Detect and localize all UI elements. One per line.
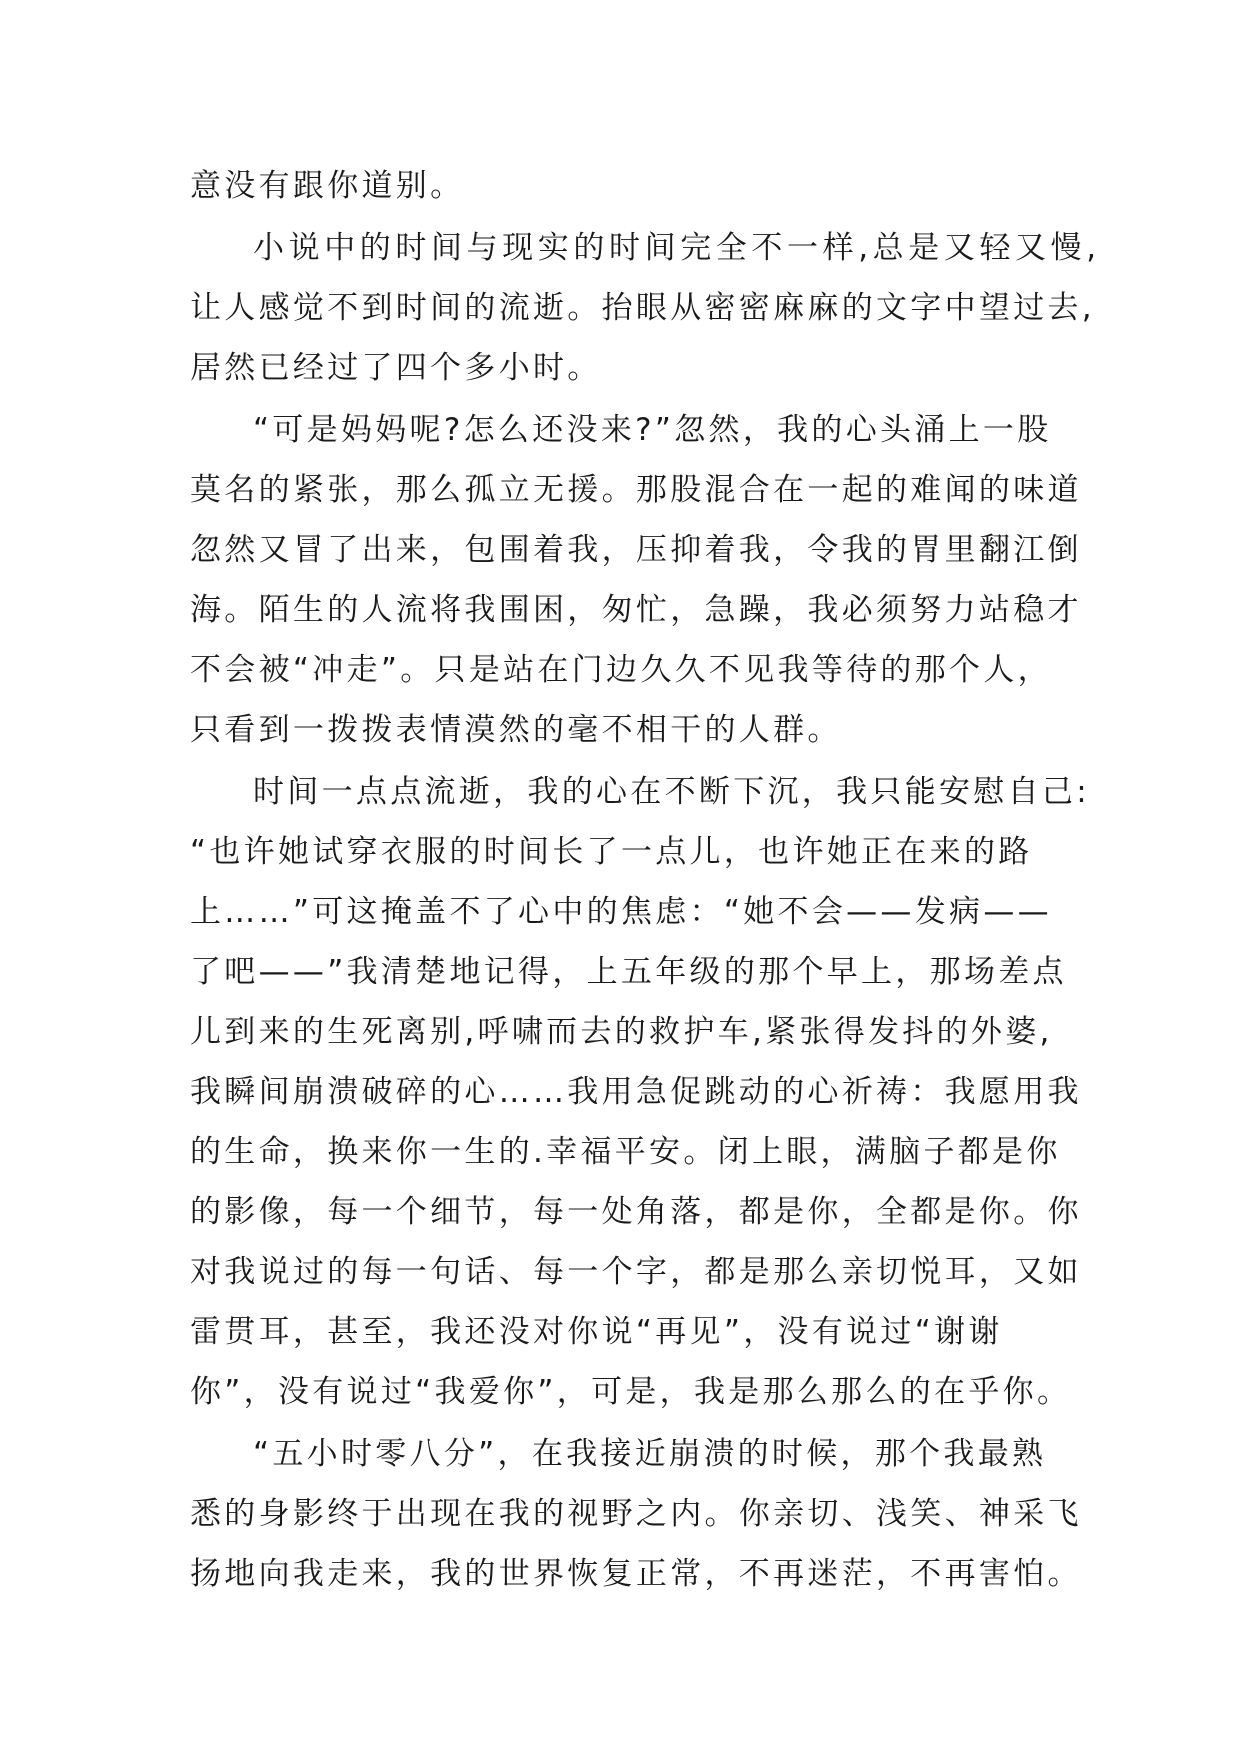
paragraph-start-line: 小说中的时间与现实的时间完全不一样,总是又轻又慢, (253, 230, 1101, 266)
text-line: 的影像，每一个细节，每一处角落，都是你，全都是你。你 (190, 1194, 1082, 1230)
text-line: 我瞬间崩溃破碎的心……我用急促跳动的心祈祷：我愿用我 (190, 1074, 1082, 1110)
paragraph-start-line: 时间一点点流逝，我的心在不断下沉，我只能安慰自己: (253, 774, 1090, 810)
text-line: 居然已经过了四个多小时。 (190, 350, 602, 386)
text-line: 忽然又冒了出来，包围着我，压抑着我，令我的胃里翻江倒 (190, 532, 1082, 568)
text-line: 只看到一拨拨表情漠然的毫不相干的人群。 (190, 712, 842, 748)
text-line: 扬地向我走来，我的世界恢复正常，不再迷茫，不再害怕。 (190, 1556, 1082, 1592)
text-line: 儿到来的生死离别,呼啸而去的救护车,紧张得发抖的外婆, (190, 1014, 1053, 1050)
text-line: 上……”可这掩盖不了心中的焦虑：“她不会——发病—— (190, 894, 1052, 930)
text-line: “也许她试穿衣服的时间长了一点儿，也许她正在来的路 (190, 834, 1033, 870)
text-line: 对我说过的每一句话、每一个字，都是那么亲切悦耳，又如 (190, 1254, 1082, 1290)
paragraph-start-line: “可是妈妈呢?怎么还没来?”忽然，我的心头涌上一股 (253, 412, 1052, 448)
text-line: 悉的身影终于出现在我的视野之内。你亲切、浅笑、神采飞 (190, 1496, 1082, 1532)
text-line: 了吧——”我清楚地记得，上五年级的那个早上，那场差点 (190, 954, 1067, 990)
text-line: 让人感觉不到时间的流逝。抬眼从密密麻麻的文字中望过去, (190, 290, 1095, 326)
text-line: 莫名的紧张，那么孤立无援。那股混合在一起的难闻的味道 (190, 472, 1082, 508)
text-line: 雷贯耳，甚至，我还没对你说“再见”，没有说过“谢谢 (190, 1314, 1003, 1350)
text-line: 的生命，换来你一生的.幸福平安。闭上眼，满脑子都是你 (190, 1134, 1061, 1170)
paragraph-start-line: “五小时零八分”，在我接近崩溃的时候，那个我最熟 (253, 1436, 1047, 1472)
text-line: 不会被“冲走”。只是站在门边久久不见我等待的那个人， (190, 652, 1052, 688)
text-line: 海。陌生的人流将我围困，匆忙，急躁，我必须努力站稳才 (190, 592, 1082, 628)
text-line: 意没有跟你道别。 (190, 168, 465, 204)
text-line: 你”，没有说过“我爱你”，可是，我是那么那么的在乎你。 (190, 1374, 1072, 1410)
